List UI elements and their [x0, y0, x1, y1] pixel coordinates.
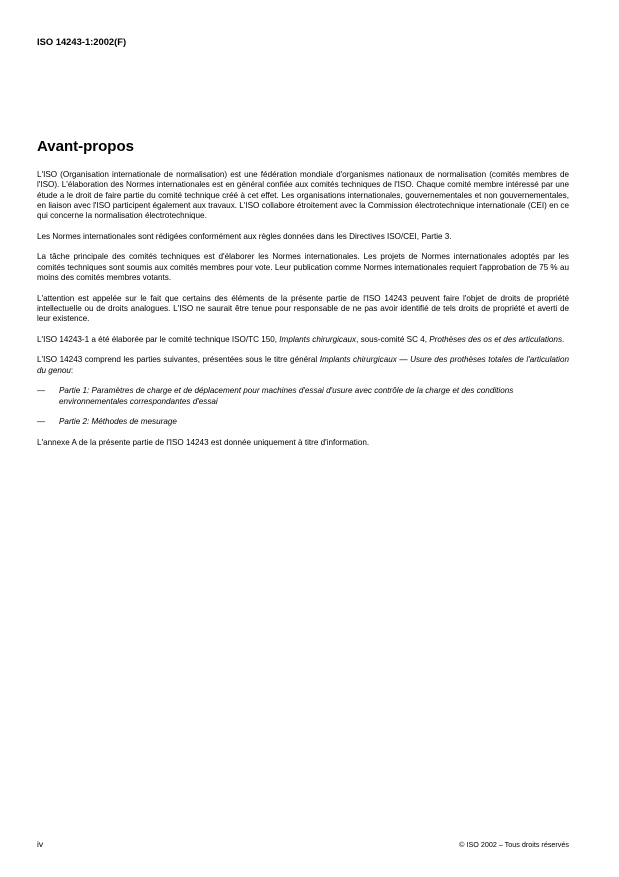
- prepared-by-end: .: [562, 334, 565, 344]
- list-item-text: Partie 2: Méthodes de mesurage: [59, 417, 177, 427]
- parts-intro-text: L'ISO 14243 comprend les parties suivantes, présentées sous le titre général: [37, 355, 320, 365]
- list-item: [37, 417, 569, 427]
- list-item: [37, 386, 569, 407]
- page-title: Avant-propos: [37, 138, 134, 155]
- paragraph-prepared-by: [37, 335, 569, 345]
- prepared-by-text: L'ISO 14243-1 a été élaborée par le comité technique ISO/TC 150,: [37, 334, 280, 344]
- committee-title: Implants chirurgicaux: [279, 334, 357, 344]
- list-dash: —: [37, 417, 46, 427]
- foreword-body: [37, 170, 569, 458]
- paragraph-directives: Les Normes internationales sont rédigées conformément aux règles données dans les Directives ISO/CEI, Partie 3.: [37, 231, 452, 241]
- general-title: Implants chirurgicaux — Usure des prothèses totales de l'articulation du genou: [37, 355, 569, 375]
- paragraph-iso-organisation: L'ISO (Organisation internationale de normalisation) est une fédération mondiale d'organismes nationaux de normalisation (comités membres de l'ISO). L'élaboration des Normes internationales est en général confiée aux comités techniques de l'ISO. Chaque comité membre intéressé par une étude a le droit de faire partie du comité technique créé à cet effet. Les organisations internationales, gouvernementales et non gouvernementales, en liaison avec l'ISO participent également aux travaux. L'ISO collabore étroitement avec la Commission électrotechnique internationale (CEI) en ce qui concerne la normalisation électrotechnique.: [37, 170, 569, 221]
- paragraph-patent-rights: L'attention est appelée sur le fait que certains des éléments de la présente partie de l'ISO 14243 peuvent faire l'objet de droits de propriété intellectuelle ou de droits analogues. L'ISO ne saurait être tenue pour responsable de ne pas avoir identifié de tels droits de propriété et averti de leur existence.: [37, 293, 569, 324]
- paragraph-parts-intro: [37, 355, 569, 376]
- list-item-text: Partie 1: Paramètres de charge et de déplacement pour machines d'essai d'usure avec contrôle de la charge et des conditions environnementales correspondantes d'essai: [59, 386, 514, 406]
- subcommittee-title: Prothèses des os et des articulations: [429, 334, 563, 344]
- list-dash: —: [37, 386, 46, 396]
- copyright-notice: © ISO 2002 – Tous droits réservés: [459, 840, 569, 849]
- document-id-header: ISO 14243-1:2002(F): [37, 36, 127, 47]
- paragraph-annex-note: L'annexe A de la présente partie de l'ISO 14243 est donnée uniquement à titre d'information.: [37, 437, 370, 447]
- parts-intro-colon: :: [70, 365, 74, 375]
- page-number: iv: [37, 839, 44, 849]
- prepared-by-subcommittee: , sous-comité SC 4,: [356, 334, 430, 344]
- paragraph-technical-committees: La tâche principale des comités techniques est d'élaborer les Normes internationales. Les projets de Normes internationales adoptés par les comités techniques sont soumis aux comités membres pour vote. Leur publication comme Normes internationales requiert l'approbation de 75 % au moins des comités membres votants.: [37, 252, 569, 282]
